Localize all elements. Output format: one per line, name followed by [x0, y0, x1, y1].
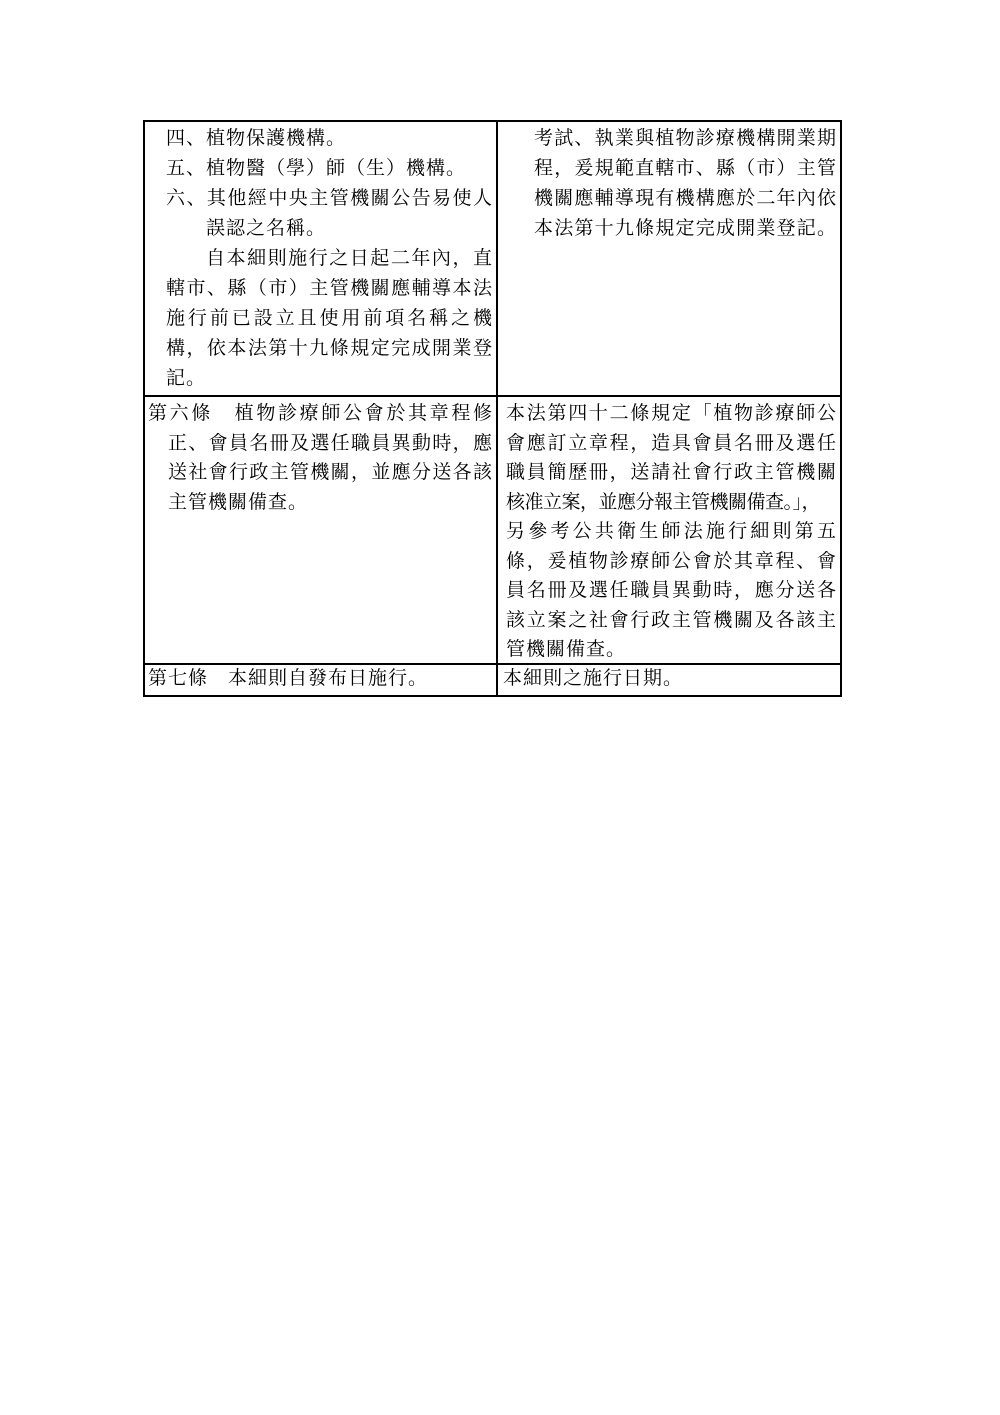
- text-line: 職員簡歷冊，送請社會行政主管機關: [506, 462, 837, 483]
- text-line: 考試、執業與植物診療機構開業期: [534, 128, 837, 149]
- text-line: 會應訂立章程，造具會員名冊及選任: [506, 432, 837, 454]
- text-line: 記。: [166, 368, 207, 389]
- cell-row2-explanation: [496, 395, 840, 663]
- cell-row2-provision: [145, 395, 496, 663]
- text-line: 轄市、縣（市）主管機關應輔導本法: [166, 278, 493, 299]
- text-line: 本細則之施行日期。: [503, 668, 684, 689]
- text-line: 另參考公共衛生師法施行細則第五: [506, 521, 837, 542]
- text-line: 第六條 植物診療師公會於其章程修: [148, 403, 493, 424]
- text-line: 正、會員名冊及選任職員異動時，應: [168, 432, 493, 454]
- text-line: 管機關備查。: [506, 639, 627, 660]
- text-line: 機關應輔導現有機構應於二年內依: [534, 188, 837, 209]
- text-line: 該立案之社會行政主管機關及各該主: [506, 609, 837, 631]
- text-line: 主管機關備查。: [168, 491, 309, 513]
- text-line: 自本細則施行之日起二年內，直: [206, 248, 493, 269]
- cell-row1-provision: [145, 122, 496, 395]
- text-line: 第七條 本細則自發布日施行。: [148, 668, 429, 689]
- text-line: 施行前已設立且使用前項名稱之機: [166, 308, 493, 329]
- text-line: 程，爰規範直轄市、縣（市）主管: [534, 158, 837, 179]
- cell-row3-explanation: [496, 663, 840, 695]
- cell-row1-explanation: [496, 122, 840, 395]
- text-line: 員名冊及選任職員異動時，應分送各: [506, 580, 837, 601]
- text-line: 本法第十九條規定完成開業登記。: [534, 218, 837, 239]
- text-line: 六、其他經中央主管機關公告易使人: [166, 188, 493, 209]
- text-line: 核准立案，並應分報主管機關備查。」，: [506, 491, 821, 513]
- text-line: 本法第四十二條規定「植物診療師公: [506, 403, 837, 424]
- cell-row3-provision: [145, 663, 496, 695]
- rules-table: [143, 120, 842, 697]
- text-line: 五、植物醫（學）師（生）機構。: [166, 158, 467, 179]
- text-line: 誤認之名稱。: [206, 218, 327, 239]
- text-line: 四、植物保護機構。: [166, 128, 347, 149]
- text-line: 送社會行政主管機關，並應分送各該: [168, 462, 493, 483]
- text-line: 條，爰植物診療師公會於其章程、會: [506, 550, 837, 572]
- text-line: 構，依本法第十九條規定完成開業登: [166, 338, 493, 359]
